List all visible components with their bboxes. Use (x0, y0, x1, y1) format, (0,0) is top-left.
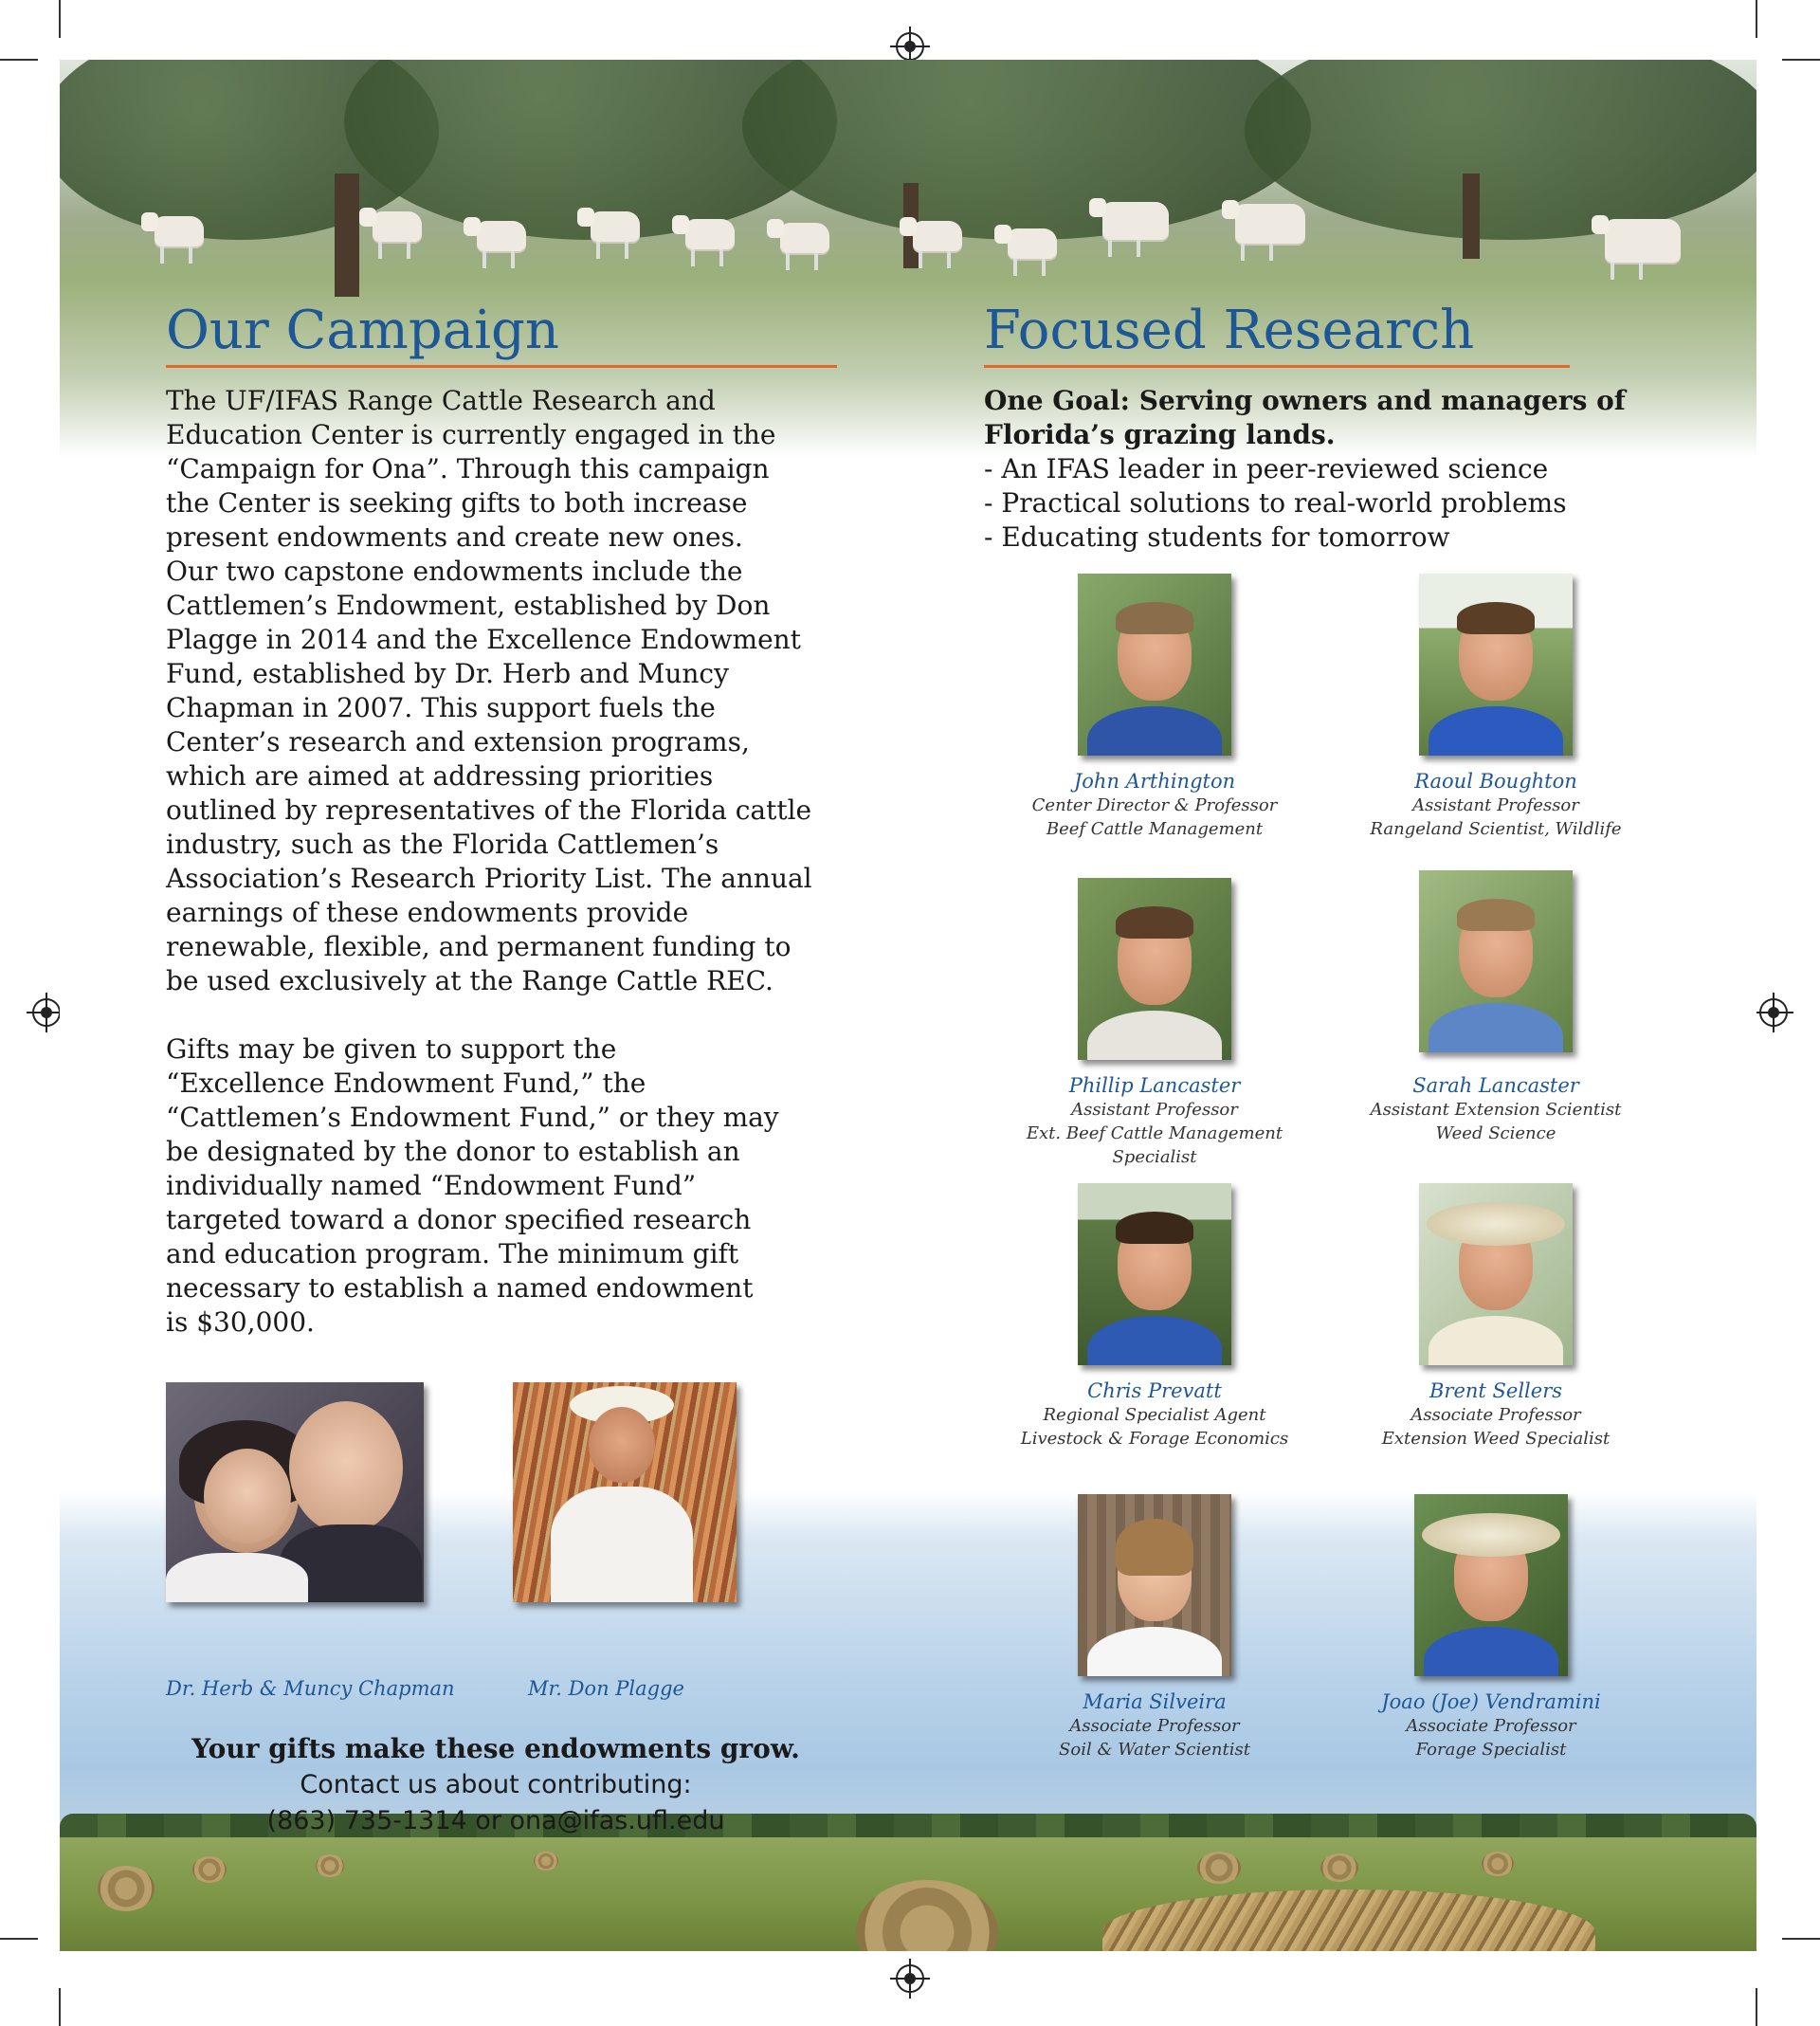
registration-mark-bottom (896, 1964, 924, 1993)
staff-specialty: Beef Cattle Management (1046, 819, 1264, 839)
crop-mark (0, 1938, 38, 1940)
chapman-caption: Dr. Herb & Muncy Chapman (166, 1677, 455, 1700)
brochure-page (60, 60, 1756, 1951)
staff-card (974, 1183, 1335, 1451)
hay-bale (316, 1854, 344, 1877)
crop-mark (1756, 0, 1757, 38)
staff-title: Associate Professor (1406, 1716, 1576, 1736)
staff-title: Associate Professor (1410, 1405, 1581, 1425)
staff-name: Raoul Boughton (1414, 770, 1577, 793)
staff-card (1316, 574, 1676, 841)
hay-bale (98, 1866, 155, 1911)
crop-mark (1782, 1938, 1820, 1940)
staff-title: Associate Professor (1069, 1716, 1240, 1736)
goal-line-1: One Goal: Serving owners and managers of (984, 385, 1626, 416)
research-bullets (984, 452, 1685, 555)
staff-name: Sarah Lancaster (1412, 1074, 1579, 1097)
staff-specialty: Extension Weed Specialist (1381, 1429, 1611, 1449)
campaign-heading: Our Campaign (166, 300, 837, 368)
registration-mark-top (896, 32, 924, 61)
staff-title: Assistant Extension Scientist (1370, 1100, 1622, 1120)
hay-bale (1482, 1852, 1514, 1876)
staff-specialty: Livestock & Forage Economics (1020, 1429, 1289, 1449)
staff-title: Assistant Professor (1412, 795, 1579, 815)
cta-phone-email[interactable]: (863) 735-1314 or ona@ifas.ufl.edu (266, 1806, 725, 1835)
bullet-item: - Practical solutions to real-world problems (984, 487, 1567, 519)
staff-card (974, 574, 1335, 841)
hay-bale (192, 1856, 227, 1883)
staff-card (1316, 1183, 1676, 1451)
staff-name: Phillip Lancaster (1068, 1074, 1241, 1097)
staff-specialty: Weed Science (1435, 1123, 1556, 1143)
staff-portrait (1414, 1494, 1568, 1676)
hay-bale (1320, 1853, 1358, 1882)
staff-portrait (1078, 1494, 1231, 1676)
hay-bale (534, 1852, 558, 1871)
research-heading: Focused Research (984, 300, 1570, 368)
bullet-item: - An IFAS leader in peer-reviewed science (984, 453, 1549, 484)
staff-title: Regional Specialist Agent (1043, 1405, 1266, 1425)
staff-portrait (1078, 878, 1231, 1060)
chapman-photo (166, 1382, 424, 1602)
staff-portrait (1078, 1183, 1231, 1365)
crop-mark (1756, 1988, 1757, 2026)
staff-card (974, 1494, 1335, 1761)
hay-bale (1197, 1852, 1241, 1884)
staff-specialty: Ext. Beef Cattle Management (1026, 1123, 1283, 1143)
staff-name: Maria Silveira (1083, 1690, 1227, 1713)
staff-portrait (1419, 1183, 1573, 1365)
staff-title: Assistant Professor (1071, 1100, 1238, 1120)
staff-specialty: Forage Specialist (1415, 1740, 1567, 1760)
crop-mark (59, 0, 61, 38)
campaign-paragraph: The UF/IFAS Range Cattle Research and Education Center is currently engaged in the “Campaign for Ona”. Through this campaign the Center is seeking gifts to both increase present endowments and create new ones. Our two capstone endowments include the Cattlemen’s Endowment, established by Don Plagge in 2014 and the Excellence Endowment Fund, established by Dr. Herb and Muncy Chapman in 2007. This support fuels the Center’s research and extension programs, which are aimed at addressing priorities outlined by representatives of the Florida cattle industry, such as the Florida Cattlemen’s Association’s Research Priority List. The annual earnings of these endowments provide renewable, flexible, and permanent funding to be used exclusively at the Range Cattle REC. (166, 385, 812, 996)
contact-block (164, 1731, 828, 1838)
crop-mark (59, 1988, 61, 2026)
staff-title: Center Director & Professor (1031, 795, 1278, 815)
staff-specialty-cont: Specialist (1112, 1147, 1197, 1167)
staff-portrait (1419, 574, 1573, 756)
registration-mark-right (1759, 998, 1788, 1027)
plagge-caption: Mr. Don Plagge (528, 1677, 684, 1700)
staff-portrait (1419, 870, 1573, 1052)
staff-name: Brent Sellers (1429, 1379, 1563, 1402)
staff-specialty: Soil & Water Scientist (1059, 1740, 1250, 1760)
staff-card (1311, 1494, 1671, 1761)
staff-card (1316, 870, 1676, 1145)
goal-line-2: Florida’s grazing lands. (984, 419, 1336, 450)
staff-portrait (1078, 574, 1231, 756)
crop-mark (1782, 59, 1820, 61)
cta-bold: Your gifts make these endowments grow. (191, 1733, 800, 1764)
staff-name: John Arthington (1073, 770, 1236, 793)
staff-specialty: Rangeland Scientist, Wildlife (1370, 819, 1622, 839)
cta-contact: Contact us about contributing: (300, 1770, 692, 1799)
staff-card (974, 878, 1335, 1169)
goal-statement (984, 384, 1685, 452)
plagge-photo (513, 1382, 737, 1602)
staff-name: Chris Prevatt (1087, 1379, 1222, 1402)
endowment-paragraph: Gifts may be given to support the “Excellence Endowment Fund,” the “Cattlemen’s Endowment Fund,” or they may be designated by the donor to establish an individually named “Endowment Fund” targeted toward a donor specified research and education program. The minimum gift necessary to establish a named endowment is $30,000. (166, 1033, 779, 1338)
crop-mark (0, 59, 38, 61)
registration-mark-left (32, 998, 61, 1027)
bullet-item: - Educating students for tomorrow (984, 521, 1450, 553)
staff-name: Joao (Joe) Vendramini (1381, 1690, 1601, 1713)
